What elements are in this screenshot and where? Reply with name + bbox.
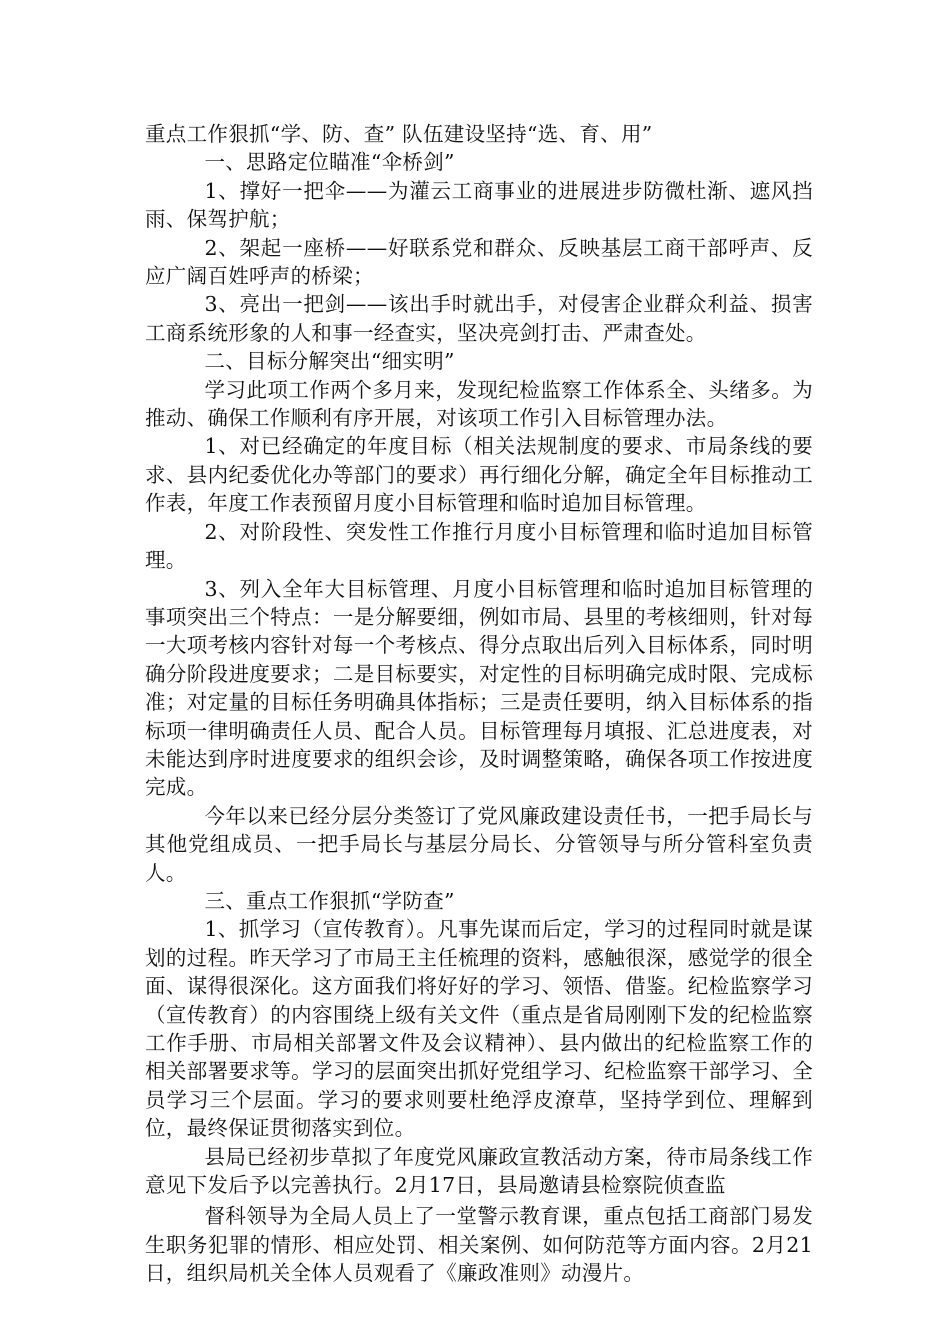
paragraph: 2、对阶段性、突发性工作推行月度小目标管理和临时追加目标管理。 — [145, 519, 813, 573]
paragraph: 督科领导为全局人员上了一堂警示教育课，重点包括工商部门易发生职务犯罪的情形、相应处罚、相关案例、如何防范等方面内容。2月21日，组织局机关全体人员观看了《廉政准则》动漫片。 — [145, 1204, 813, 1286]
paragraph: 学习此项工作两个多月来，发现纪检监察工作体系全、头绪多。为推动、确保工作顺利有序开展，对该项工作引入目标管理办法。 — [145, 377, 813, 431]
paragraph: 今年以来已经分层分类签订了党风廉政建设责任书，一把手局长与其他党组成员、一把手局长与基层分局长、分管领导与所分管科室负责人。 — [145, 803, 813, 885]
paragraph: 1、抓学习（宣传教育）。凡事先谋而后定，学习的过程同时就是谋划的过程。昨天学习了市局王主任梳理的资料，感触很深，感觉学的很全面、谋得很深化。这方面我们将好好的学习、领悟、借鉴。纪检监察学习（宣传教育）的内容围绕上级有关文件（重点是省局刚刚下发的纪检监察工作手册、市局相关部署文件及会议精神）、县内做出的纪检监察工作的相关部署要求等。学习的层面突出抓好党组学习、纪检监察干部学习、全员学习三个层面。学习的要求则要杜绝浮皮潦草，坚持学到位、理解到位，最终保证贯彻落实到位。 — [145, 917, 813, 1141]
section-heading-3: 三、重点工作狠抓“学防查” — [204, 888, 455, 913]
document-body — [145, 120, 813, 1288]
document-title: 重点工作狠抓“学、防、查” 队伍建设坚持“选、育、用” — [145, 122, 653, 146]
paragraph: 1、对已经确定的年度目标（相关法规制度的要求、市局条线的要求、县内纪委优化办等部门的要求）再行细化分解，确定全年目标推动工作表，年度工作表预留月度小目标管理和临时追加目标管理。 — [145, 434, 813, 516]
paragraph: 3、亮出一把剑——该出手时就出手，对侵害企业群众利益、损害工商系统形象的人和事一经查实，坚决亮剑打击、严肃查处。 — [145, 292, 813, 345]
section-heading-2: 二、目标分解突出“细实明” — [204, 349, 455, 374]
paragraph: 2、架起一座桥——好联系党和群众、反映基层工商干部呼声、反应广阔百姓呼声的桥梁； — [145, 235, 813, 289]
paragraph: 县局已经初步草拟了年度党风廉政宣教活动方案，待市局条线工作意见下发后予以完善执行。2月17日，县局邀请县检察院侦查监 — [145, 1144, 813, 1198]
paragraph: 3、列入全年大目标管理、月度小目标管理和临时追加目标管理的事项突出三个特点：一是分解要细，例如市局、县里的考核细则，针对每一大项考核内容针对每一个考核点、得分点取出后列入目标体系，同时明确分阶段进度要求；二是目标要实，对定性的目标明确完成时限、完成标准；对定量的目标任务明确具体指标；三是责任要明，纳入目标体系的指标项一律明确责任人员、配合人员。目标管理每月填报、汇总进度表，对未能达到序时进度要求的组织会诊，及时调整策略，确保各项工作按进度完成。 — [145, 576, 813, 800]
paragraph: 1、撑好一把伞——为灌云工商事业的进展进步防微杜渐、遮风挡雨、保驾护航； — [145, 178, 813, 232]
section-heading-1: 一、思路定位瞄准“伞桥剑” — [204, 150, 455, 175]
